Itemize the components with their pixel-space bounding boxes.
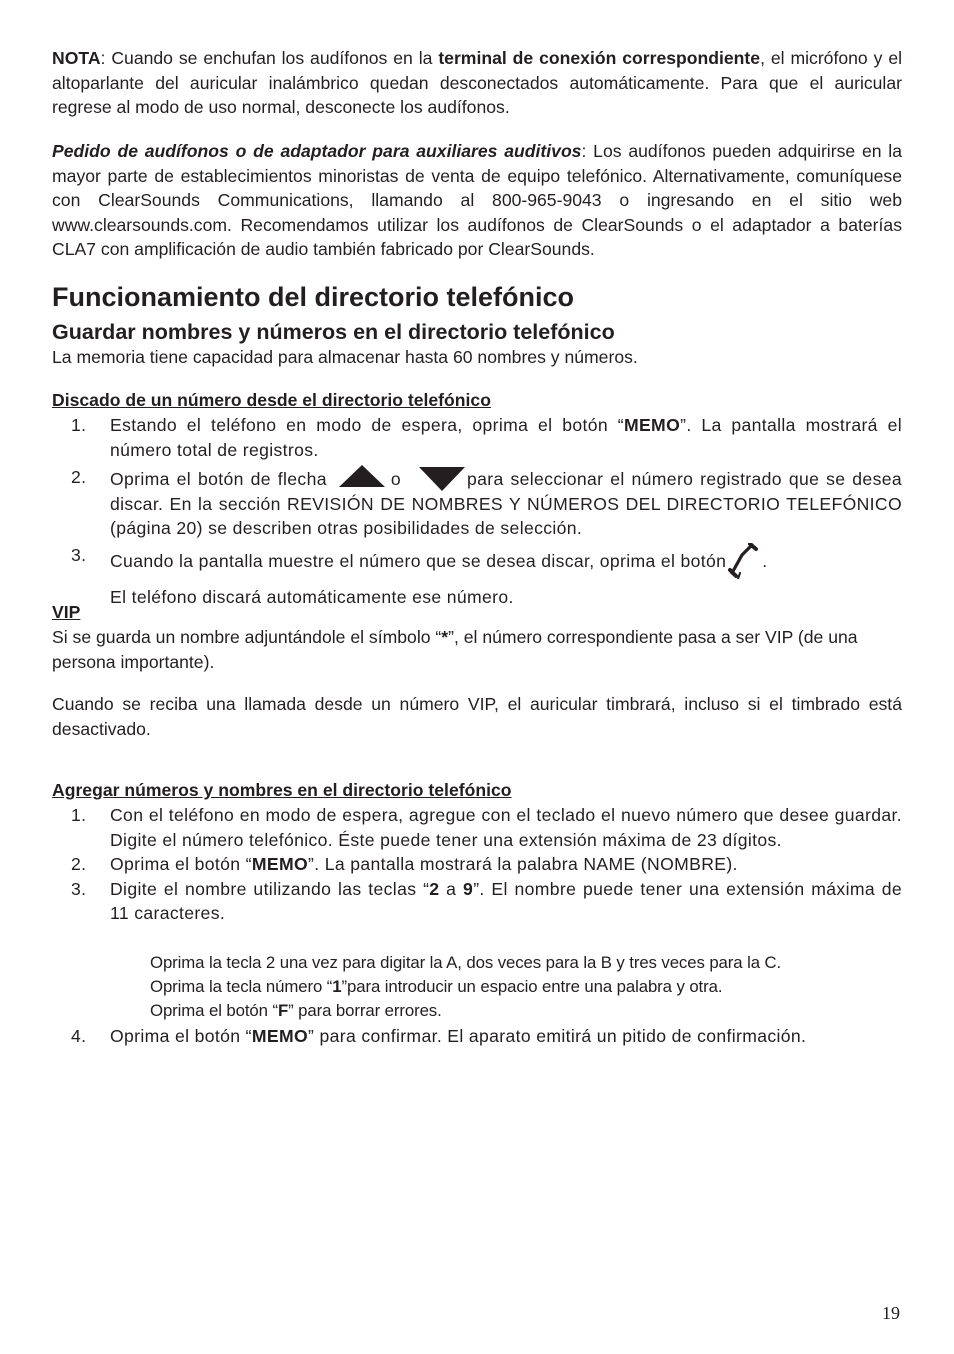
pedido-label: Pedido de audífonos o de adaptador para auxiliares auditivos	[52, 141, 582, 161]
memo-key-label: MEMO	[623, 415, 681, 435]
step-text: Oprima el botón “	[110, 1026, 252, 1046]
step-text: Estando el teléfono en modo de espera, oprima el botón “	[110, 415, 624, 435]
step-text-rest: ”. La pantalla mostrará el número total de registros.	[110, 415, 902, 460]
agregar-step-4-list	[52, 1024, 902, 1049]
discado-heading: Discado de un número desde el directorio telefónico	[52, 390, 491, 410]
step-text-rest: ”. La pantalla mostrará la palabra NAME (NOMBRE).	[308, 854, 738, 874]
step-text-mid: a	[439, 878, 464, 899]
step-number: 4.	[71, 1026, 87, 1046]
or-word: o	[390, 469, 401, 489]
discado-steps	[52, 413, 902, 610]
nota-text: : Cuando se enchufan los audífonos en la	[100, 48, 439, 68]
key-f-label: F	[277, 1001, 289, 1020]
step-text: Oprima el botón de flecha	[110, 469, 327, 489]
step-text-rest: ” para confirmar. El aparato emitirá un pitido de confirmación.	[308, 1026, 807, 1046]
note-text: Oprima la tecla número “	[150, 977, 333, 996]
nota-label: NOTA	[52, 48, 101, 68]
step-number: 2.	[71, 854, 87, 874]
note-text-rest: ” para borrar errores.	[288, 1001, 442, 1020]
vip-text: Si se guarda un nombre adjuntándole el símbolo “	[52, 627, 442, 647]
nota-text-rest: , el micrófono y el altoparlante del auricular inalámbrico quedan desconectados automáticamente. Para que el auricular regrese al modo de uso normal, desconecte los audífonos.	[52, 48, 903, 117]
agregar-steps	[52, 803, 902, 926]
handset-icon	[728, 543, 762, 586]
agregar-step-3	[52, 877, 902, 926]
step-text-second-line: El teléfono discará automáticamente ese número.	[110, 587, 514, 607]
note-line-3	[150, 999, 954, 1023]
subsection-title: Guardar nombres y números en el directorio telefónico	[52, 320, 615, 344]
step-text: Cuando la pantalla muestre el número que se desea discar, oprima el botón	[110, 550, 727, 571]
discado-step-1	[52, 413, 902, 462]
pedido-text: : Los audífonos pueden adquirirse en la mayor parte de establecimientos minoristas de venta de equipo telefónico. Alternativamente, comuníquese con ClearSounds Communications, llamando al 800-965-9043 o ingresando en el sitio web www.clearsounds.com. Recomendamos utilizar los audífonos de ClearSounds o el adaptador a baterías CLA7 con amplificación de audio también fabricado por ClearSounds.	[52, 141, 903, 259]
vip-heading: VIP	[52, 602, 81, 622]
key-2-label: 2	[429, 878, 440, 899]
vip-text-rest: ”, el número correspondiente pasa a ser VIP (de una persona importante).	[52, 627, 858, 672]
step-text-rest: ”. El nombre puede tener una extensión máxima de 11 caracteres.	[110, 878, 902, 923]
agregar-notes	[52, 951, 954, 1023]
vip-paragraph-1	[52, 625, 902, 674]
discado-step-2	[52, 465, 902, 541]
down-arrow-icon	[419, 467, 465, 491]
note-text: Oprima el botón “	[150, 1001, 278, 1020]
page-number: 19	[882, 1303, 900, 1323]
step-text-rest: para seleccionar el número registrado que se desea discar. En la sección REVISIÓN DE NOMBRES Y NÚMEROS DEL DIRECTORIO TELEFÓNICO (página 20) se describen otras posibilidades de selección.	[110, 469, 902, 538]
step-dot: .	[762, 550, 768, 571]
memo-key-label: MEMO	[251, 854, 309, 874]
step-number: 3.	[71, 544, 87, 565]
note-line-1: Oprima la tecla 2 una vez para digitar la A, dos veces para la B y tres veces para la C.	[150, 953, 782, 972]
nota-bold-term: terminal de conexión correspondiente	[438, 48, 761, 68]
step-number: 3.	[71, 878, 87, 899]
key-9-label: 9	[463, 878, 474, 899]
up-arrow-icon	[339, 465, 385, 487]
section-title: Funcionamiento del directorio telefónico	[52, 282, 575, 312]
step-text: Digite el nombre utilizando las teclas “	[110, 878, 430, 899]
memo-key-label: MEMO	[251, 1026, 309, 1046]
agregar-step-1	[52, 803, 902, 852]
agregar-step-4	[52, 1024, 902, 1049]
memory-capacity-text: La memoria tiene capacidad para almacenar hasta 60 nombres y números.	[52, 347, 638, 367]
step-text: Oprima el botón “	[110, 854, 252, 874]
note-text-rest: ”para introducir un espacio entre una palabra y otra.	[341, 977, 723, 996]
step-number: 1.	[71, 805, 87, 825]
star-symbol: *	[441, 627, 449, 647]
step-text: Con el teléfono en modo de espera, agregue con el teclado el nuevo número que desee guardar. Digite el número telefónico. Éste puede tener una extensión máxima de 23 dígitos.	[110, 805, 902, 850]
note-line-2	[150, 975, 954, 999]
pedido-paragraph	[52, 139, 902, 262]
vip-paragraph-2: Cuando se reciba una llamada desde un número VIP, el auricular timbrará, incluso si el timbrado está desactivado.	[52, 694, 902, 739]
agregar-step-2	[52, 852, 902, 877]
key-1-label: 1	[332, 977, 342, 996]
nota-paragraph	[52, 46, 902, 120]
step-number: 2.	[71, 467, 87, 487]
step-number: 1.	[71, 415, 87, 435]
agregar-heading: Agregar números y nombres en el directorio telefónico	[52, 780, 512, 800]
